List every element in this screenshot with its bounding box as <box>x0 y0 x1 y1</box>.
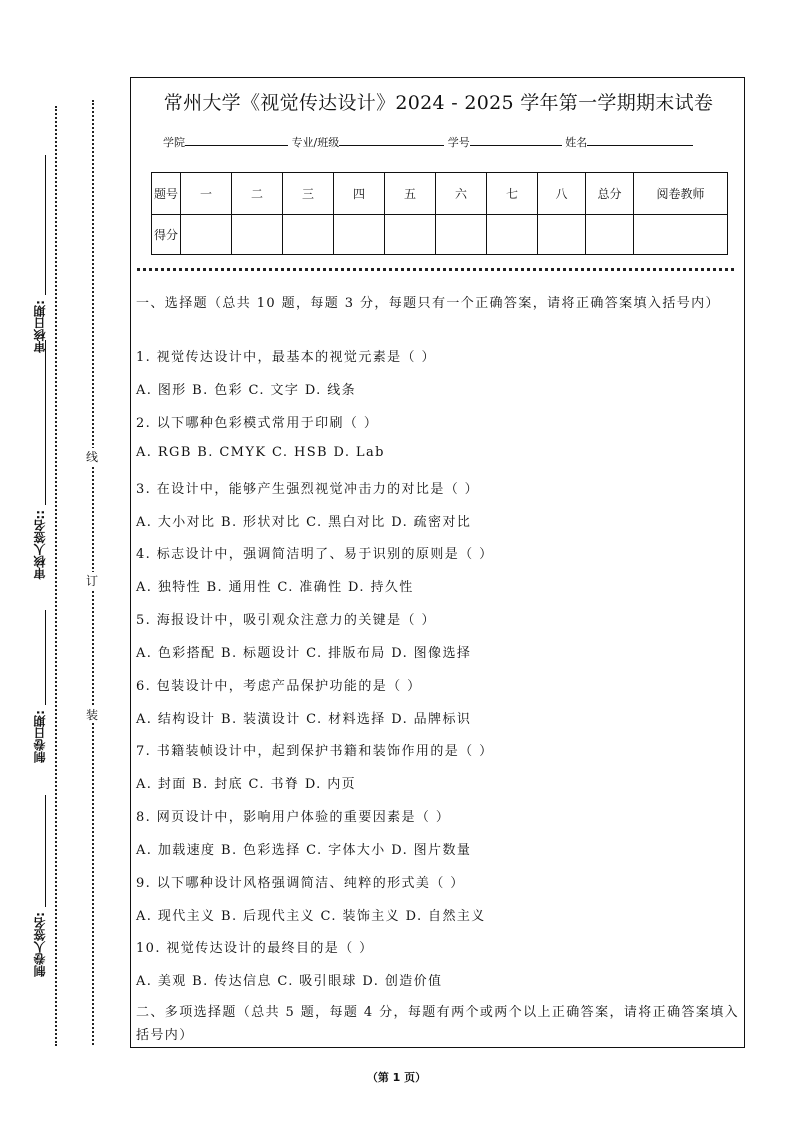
options-10: A. 美观 B. 传达信息 C. 吸引眼球 D. 创造价值 <box>136 974 443 989</box>
question-number-label: 题号 <box>152 173 181 215</box>
col-4: 四 <box>334 173 385 215</box>
college-blank <box>185 133 288 146</box>
college-label: 学院 <box>163 136 185 149</box>
col-8: 八 <box>538 173 586 215</box>
col-3: 三 <box>283 173 334 215</box>
options-1: A. 图形 B. 色彩 C. 文字 D. 线条 <box>136 383 357 398</box>
score-cell[interactable] <box>634 215 728 255</box>
col-7: 七 <box>487 173 538 215</box>
options-4: A. 独特性 B. 通用性 C. 准确性 D. 持久性 <box>136 580 414 595</box>
score-cell[interactable] <box>538 215 586 255</box>
page-number: （第 1 页） <box>366 1071 427 1084</box>
score-cell[interactable] <box>181 215 232 255</box>
student-info-line <box>163 133 693 150</box>
header-separator <box>137 268 734 271</box>
cut-mark-xian: 线 <box>86 450 99 464</box>
review-date-label: 审核日期: <box>33 300 47 353</box>
paper-date-label: 制卷日期: <box>33 710 47 763</box>
question-9: 9. 以下哪种设计风格强调简洁、纯粹的形式美（ ） <box>136 876 465 891</box>
options-6: A. 结构设计 B. 装潢设计 C. 材料选择 D. 品牌标识 <box>136 712 472 727</box>
section2-heading: 二、多项选择题（总共 5 题，每题 4 分，每题有两个或两个以上正确答案，请将正确答案填入括号内） <box>136 1005 740 1043</box>
exam-title: 常州大学《视觉传达设计》2024 - 2025 学年第一学期期末试卷 <box>163 92 714 114</box>
score-cell[interactable] <box>487 215 538 255</box>
question-5: 5. 海报设计中，吸引观众注意力的关键是（ ） <box>136 613 436 628</box>
col-total: 总分 <box>586 173 634 215</box>
score-cell[interactable] <box>232 215 283 255</box>
student-id-blank <box>470 133 562 146</box>
score-table-header-row <box>152 173 728 215</box>
question-8: 8. 网页设计中，影响用户体验的重要因素是（ ） <box>136 810 451 825</box>
name-label: 姓名 <box>565 136 588 149</box>
section1-heading: 一、选择题（总共 10 题，每题 3 分，每题只有一个正确答案，请将正确答案填入括号内） <box>136 296 720 311</box>
score-cell[interactable] <box>334 215 385 255</box>
exam-frame <box>130 77 745 1048</box>
question-10: 10. 视觉传达设计的最终目的是（ ） <box>136 941 374 956</box>
cut-mark-ding: 订 <box>86 574 99 588</box>
question-1: 1. 视觉传达设计中，最基本的视觉元素是（ ） <box>136 350 436 365</box>
major-class-label: 专业/班级 <box>291 136 340 149</box>
review-date-blank <box>45 155 46 295</box>
options-5: A. 色彩搭配 B. 标题设计 C. 排版布局 D. 图像选择 <box>136 646 472 661</box>
reviewer-signature-label: 审核人签名:: <box>33 510 47 580</box>
cut-mark-zhuang: 装 <box>86 708 99 722</box>
binding-dotted-line-outer <box>55 106 57 1046</box>
col-2: 二 <box>232 173 283 215</box>
options-9: A. 现代主义 B. 后现代主义 C. 装饰主义 D. 自然主义 <box>136 909 486 924</box>
col-6: 六 <box>436 173 487 215</box>
score-label: 得分 <box>152 215 181 255</box>
options-2: A. RGB B. CMYK C. HSB D. Lab <box>136 445 385 460</box>
question-6: 6. 包装设计中，考虑产品保护功能的是（ ） <box>136 679 422 694</box>
options-8: A. 加载速度 B. 色彩选择 C. 字体大小 D. 图片数量 <box>136 843 472 858</box>
col-5: 五 <box>385 173 436 215</box>
score-cell[interactable] <box>436 215 487 255</box>
question-3: 3. 在设计中，能够产生强烈视觉冲击力的对比是（ ） <box>136 482 480 497</box>
question-7: 7. 书籍装帧设计中，起到保护书籍和装饰作用的是（ ） <box>136 744 494 759</box>
major-class-blank <box>339 133 444 146</box>
paper-date-blank <box>45 610 46 705</box>
options-3: A. 大小对比 B. 形状对比 C. 黑白对比 D. 疏密对比 <box>136 515 472 530</box>
question-2: 2. 以下哪种色彩模式常用于印刷（ ） <box>136 416 379 431</box>
score-cell[interactable] <box>283 215 334 255</box>
name-blank <box>587 133 693 146</box>
score-table <box>151 172 728 255</box>
score-cell[interactable] <box>385 215 436 255</box>
paper-maker-signature-blank <box>45 795 46 907</box>
options-7: A. 封面 B. 封底 C. 书脊 D. 内页 <box>136 777 357 792</box>
paper-maker-signature-label: 制卷人签名: <box>33 912 47 977</box>
score-table-score-row <box>152 215 728 255</box>
reviewer-signature-blank <box>45 340 46 505</box>
question-4: 4. 标志设计中，强调简洁明了、易于识别的原则是（ ） <box>136 547 494 562</box>
col-grader: 阅卷教师 <box>634 173 728 215</box>
student-id-label: 学号 <box>447 136 470 149</box>
score-cell[interactable] <box>586 215 634 255</box>
col-1: 一 <box>181 173 232 215</box>
